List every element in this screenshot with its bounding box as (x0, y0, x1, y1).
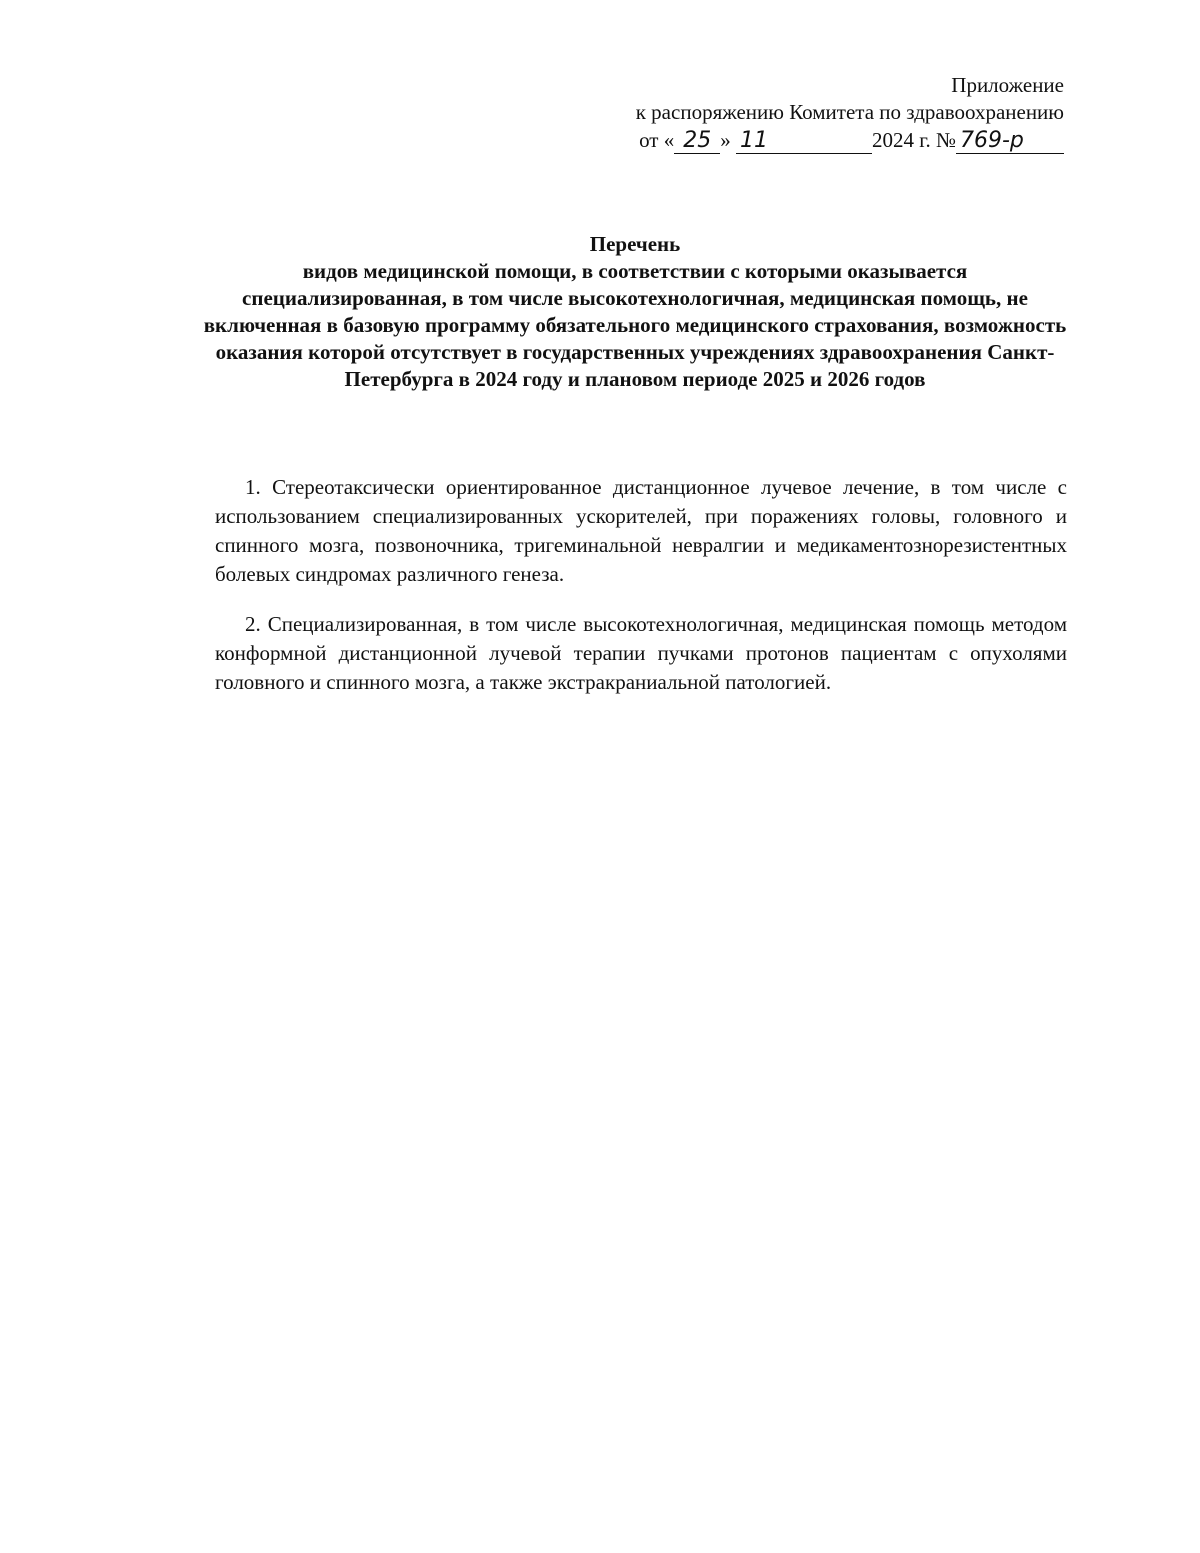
list-item-1: 1. Стереотаксически ориентированное дистанционное лучевое лечение, в том числе с использованием специализированных ускорителей, при поражениях головы, головного и спинного мозга, позвоночника, тригеминальной невралгии и медикаментознорезистентных болевых синдромах различного генеза. (215, 475, 1067, 586)
list-item-2: 2. Специализированная, в том числе высокотехнологичная, медицинская помощь методом конформной дистанционной лучевой терапии пучками протонов пациентам с опухолями головного и спинного мозга, а также экстракраниальной патологией. (215, 612, 1067, 694)
handwritten-month: 11 (736, 130, 872, 154)
appendix-reference-text: к распоряжению Комитета по здравоохранению (635, 100, 1064, 124)
date-day-close: » (720, 128, 731, 152)
year-and-number-label: 2024 г. № (871, 128, 956, 152)
handwritten-order-number: 769-р (956, 130, 1064, 154)
order-date-line (636, 127, 1064, 154)
title-heading: Перечень (589, 232, 681, 256)
handwritten-day: 25 (674, 130, 720, 154)
date-prefix: от « (639, 128, 675, 152)
document-title (200, 231, 1070, 393)
appendix-reference (636, 72, 1064, 154)
title-subtitle: видов медицинской помощи, в соответствии с которыми оказывается специализированная, в том числе высокотехнологичная, медицинская помощь, не включенная в базовую программу обязательного медицинского страхования, возможность оказания которой отсутствует в государственных учреждениях здравоохранения Санкт-Петербурга в 2024 году и плановом периоде 2025 и 2026 годов (203, 259, 1067, 391)
appendix-label: Приложение (951, 73, 1064, 97)
